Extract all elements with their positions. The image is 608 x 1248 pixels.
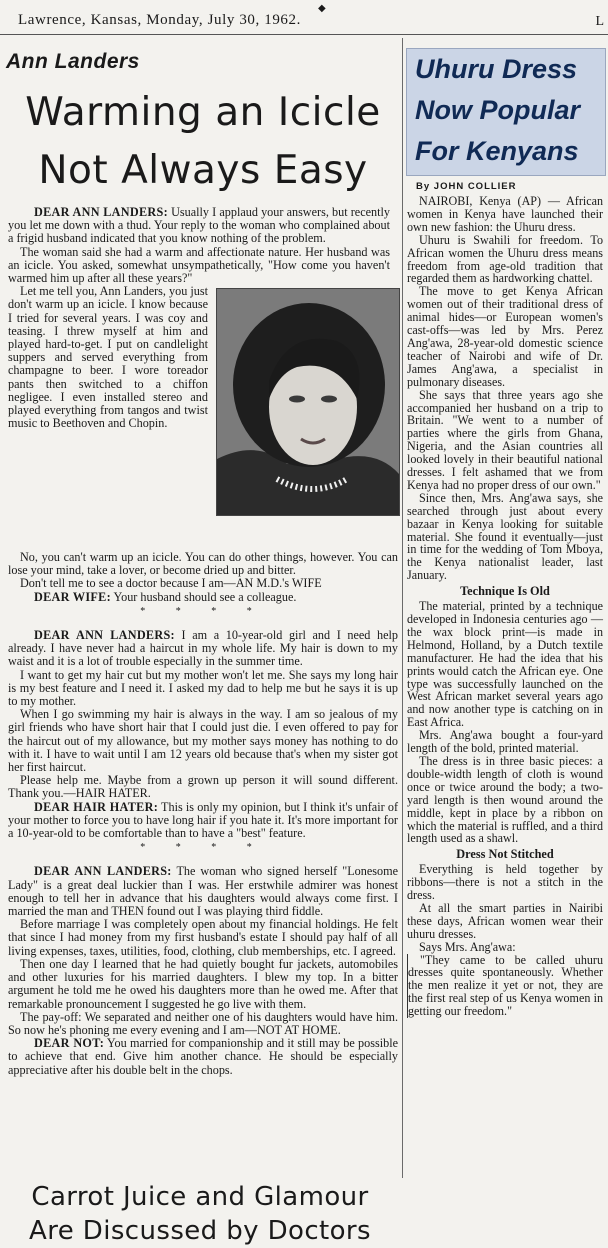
ann-headline [6,84,400,200]
uhuru-body [407,195,603,1018]
article-paragraph: She says that three years ago she accompanied her husband on a trip to Britain. "We went to a number of parties where the girls from Ghana, Nigeria, and the Asian countries all looked lovely in their beautiful national dresses. I felt ashamed that we from Kenya had no proper dress of our own." [407,387,603,492]
column-byline: Ann Landers [6,50,140,73]
uhuru-headline-line: For Kenyans [415,136,579,166]
uhuru-headline-line: Now Popular [415,95,581,125]
answer-paragraph: DEAR NOT: You married for companionship and it still may be possible to achieve that end. Give him another chance. He should be especially appreciative after his double belt in the chops. [8,1036,399,1077]
letter-paragraph: The pay-off: We separated and neither one of his daughters would have him. So now he's phoning me every evening and I am—NOT AT HOME. [8,1009,398,1037]
article-subhead: Technique Is Old [460,584,550,599]
letter-paragraph: Let me tell you, Ann Landers, you just don't warm up an icicle. I know because I tried for several years. I was coy and teasing. I threw myself at him and played hard-to-get. I put on candlelight suppers and served everything from champagne to beer. I wore toreador pants then switched to a chiffon negligee. I even installed stereo and played everything from tangos and twist music to Beethoven and Chopin. [8,284,208,431]
letter-paragraph: DEAR ANN LANDERS: I am a 10-year-old girl and I need help already. I have never had a haircut in my whole life. My hair is down to my waist and it is a lot of trouble especially in the summer time. [8,628,398,669]
article-subhead: Dress Not Stitched [456,847,554,862]
column-rule [402,38,403,1178]
masthead-dateline: Lawrence, Kansas, Monday, July 30, 1962. [18,12,301,28]
uhuru-headline [406,48,606,176]
carrot-headline-line: Carrot Juice and Glamour [31,1182,369,1212]
masthead-edge-letter: L [595,14,604,29]
masthead [0,0,608,35]
carrot-headline-line: Are Discussed by Doctors [29,1216,371,1246]
uhuru-headline-line: Uhuru Dress [415,54,578,84]
article-paragraph: NAIROBI, Kenya (AP) — African women in Kenya have launched their own new fashion: the Uhuru dress. [407,194,603,234]
masthead-dot-icon: ◆ [318,3,326,14]
section-stars: * * * * [140,605,266,617]
letter-paragraph: DEAR ANN LANDERS: Usually I applaud your answers, but recently you let me down with a thud. Your reply to the woman who complained about a frigid husband indicated that you know nothing of the problem. [8,205,390,246]
ann-col-lower [8,551,398,1077]
portrait-image [217,289,399,515]
letter-paragraph: Don't tell me to see a doctor because I am—AN M.D.'s WIFE [20,576,322,591]
ann-col-top [8,205,390,431]
letter-paragraph: When I go swimming my hair is always in the way. I am so jealous of my girl friends who have short hair that I could just die. I even offered to pay for the haircut out of my allowance, but my mother says money has nothing to do with it. I have to wait until I am 12 years old because that's when my sister got her first haircut. [8,707,398,775]
uhuru-byline: By JOHN COLLIER [416,181,517,192]
article-paragraph: Uhuru is Swahili for freedom. To African women the Uhuru dress means freedom from age-old tradition that regarded them as hardworking chattel. [407,232,603,286]
ann-headline-line: Warming an Icicle [25,90,381,135]
letter-paragraph: Then one day I learned that he had quietly bought fur jackets, automobiles and other luxuries for his married daughters. I blew my top. In a bitter argument he told me he owed his daughters more than he owed me. After that remarkable pronouncement I suggested he go live with them. [8,956,398,1011]
letter-paragraph: I want to get my hair cut but my mother won't let me. She says my long hair is my best feature and I need it. I asked my dad to help me but he says it is up to my mother. [8,667,398,709]
article-paragraph: The dress is in three basic pieces: a double-width length of cloth is wound once or twice around the body; a two-yard length is then wound around the middle, kept in place by a ribbon on which the material is ruffled, and a third length used as a shawl. [407,753,603,846]
article-paragraph: Says Mrs. Ang'awa: [419,939,516,954]
letter-paragraph: The woman said she had a warm and affectionate nature. Her husband was an icicle. You asked, somewhat unsympathetically, "How come you haven't warmed him up after all these years?" [8,244,390,286]
article-paragraph: The material, printed by a technique developed in Indonesia centuries ago — the wax block print—is made in Helmond, Holland, by a Dutch textile manufacturer. He had the idea that his prints would catch the African eye. One type was successfully launched on the West African market several years ago and now another type is catching on in East Africa. [407,599,603,730]
answer-paragraph: DEAR WIFE: Your husband should see a colleague. [34,589,297,604]
answer-paragraph: DEAR HAIR HATER: This is only my opinion, but I think it's unfair of your mother to force you to have long hair if you hate it. It's more important for a 10-year-old to be comfortable than to have a "best" feature. [8,799,398,841]
carrot-juice-headline [0,1180,400,1248]
article-paragraph: At all the smart parties in Nairibi these days, African women wear their uhuru dresses. [407,900,603,941]
section-stars: * * * * [140,842,266,854]
letter-paragraph: Please help me. Maybe from a grown up person it will sound different. Thank you.—HAIR HATER. [8,773,398,801]
letter-paragraph: No, you can't warm up an icicle. You can do other things, however. You can lose your mind, take a lover, or become dried up and bitter. [8,550,398,578]
article-paragraph: The move to get Kenya African women out of their traditional dress of animal hides—or European women's cast-offs—was led by Mrs. Perez Ang'awa, 28-year-old domestic science teacher of Nairobi and wife of Dr. James Ang'awa, a specialist in pulmonary diseases. [407,284,603,389]
ann-headline-line: Not Always Easy [38,148,368,193]
article-quote: "They came to be called uhuru dresses quite spontaneously. Whether the men realize it yet or not, they are the first real step of us Kenya women in getting our freedom." [408,952,603,1019]
letter-paragraph: DEAR ANN LANDERS: The woman who signed herself "Lonesome Lady" is a great deal luckier than I was. Her erstwhile admirer was honest enough to tell her in advance that his daughters would always come first. I married the man and THEN found out I was playing third fiddle. [8,864,398,919]
article-paragraph: Everything is held together by ribbons—there is not a stitch in the dress. [407,862,603,903]
author-photo [216,288,400,516]
article-paragraph: Since then, Mrs. Ang'awa says, she searched through just about every bazaar in Kenya looking for suitable material. She found it eventually—just in time for the wedding of Tom Mboya, the Kenya nationalist leader, last January. [407,490,603,583]
letter-paragraph: Before marriage I was completely open about my financial holdings. He felt that since I had money from my first husband's estate I should pay half of all living expenses, taxes, utilities, food, clothing, club memberships, etc. I agreed. [8,917,398,958]
article-paragraph: Mrs. Ang'awa bought a four-yard length of the bold, printed material. [407,728,603,756]
